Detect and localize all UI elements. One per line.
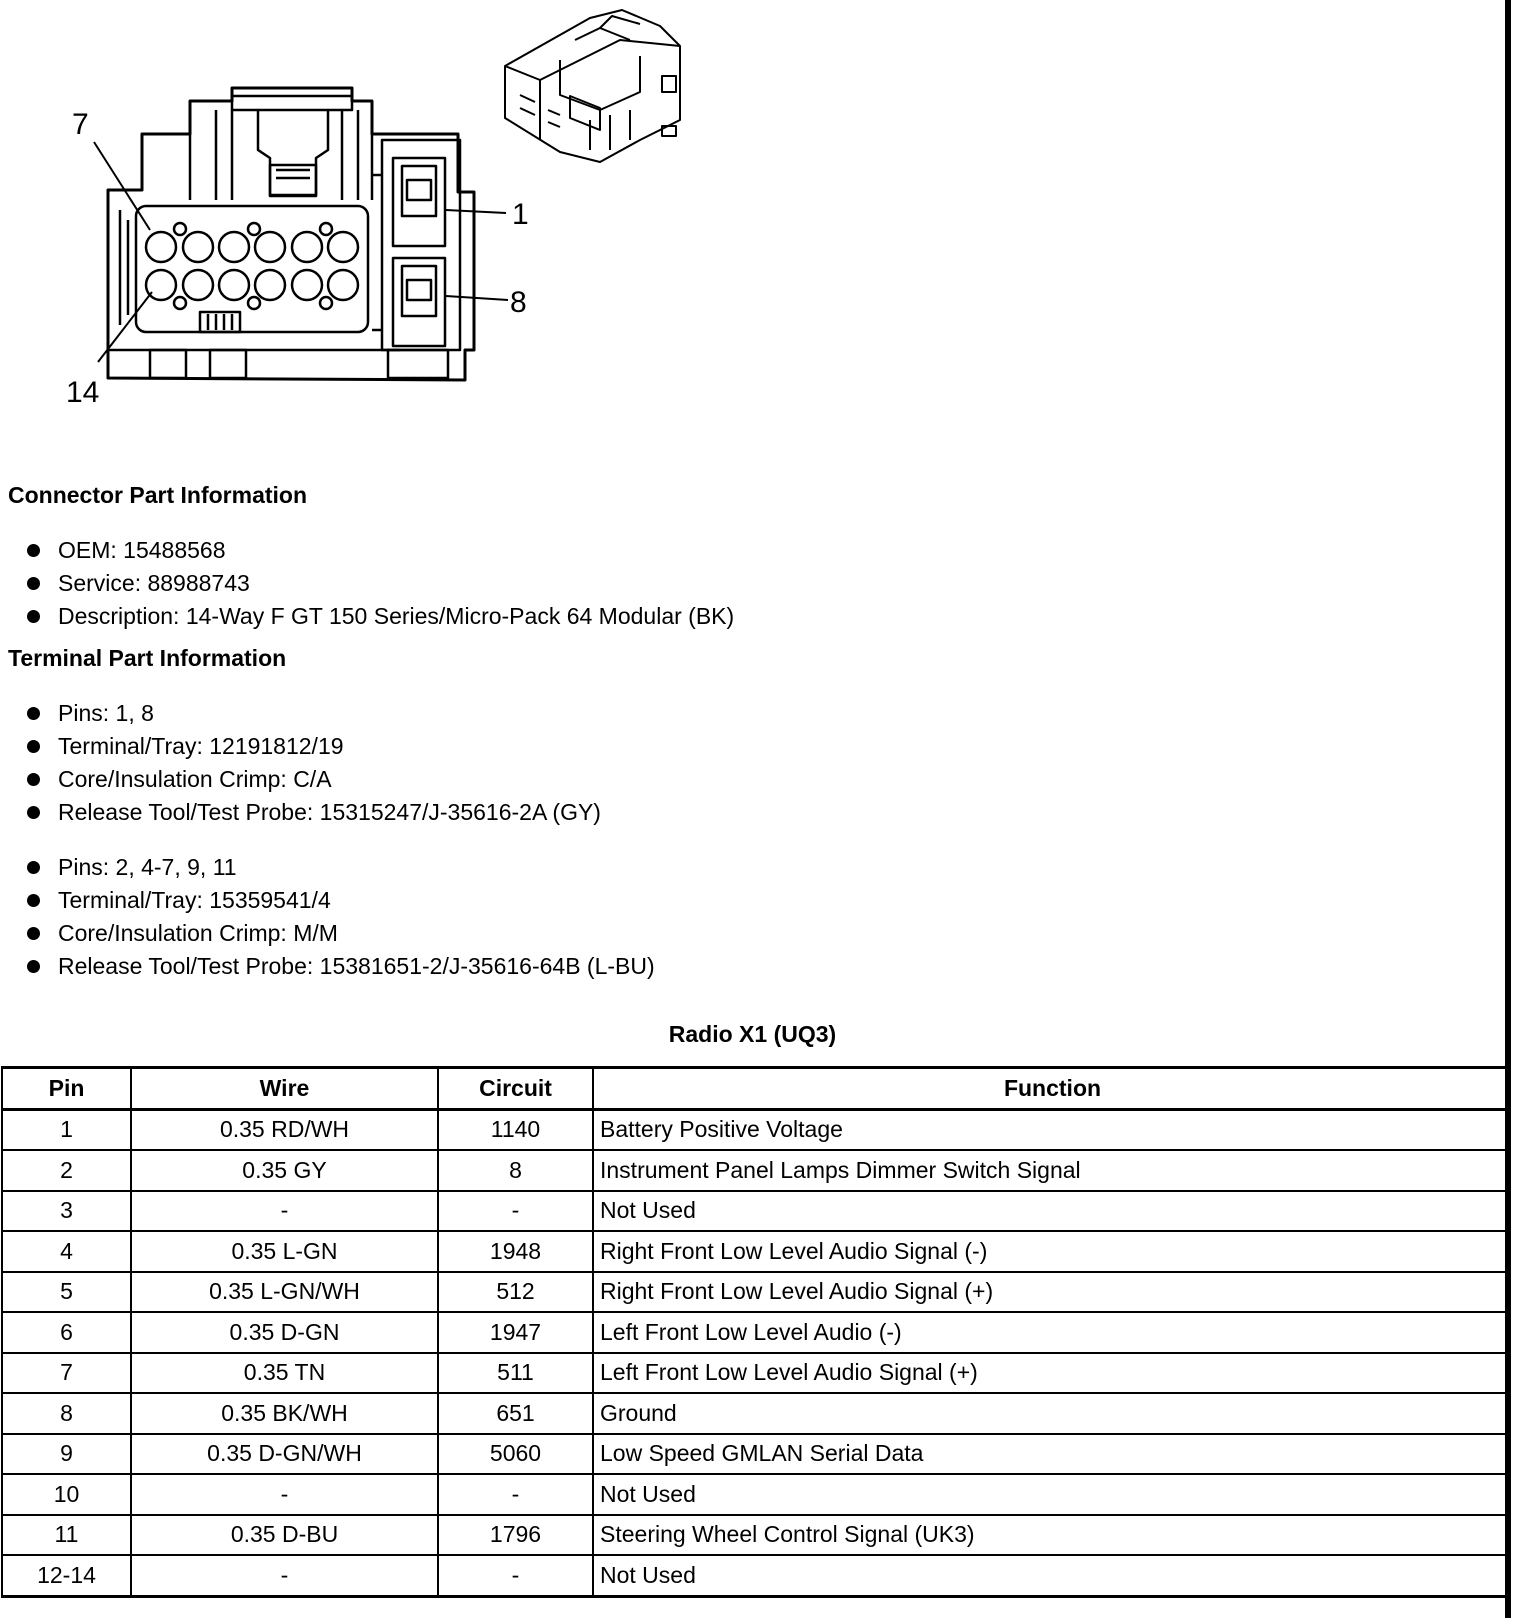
- table-row: [2, 1231, 1506, 1272]
- bullet-icon: [27, 707, 40, 720]
- cell-pin: 2: [2, 1150, 131, 1191]
- list-item: Terminal/Tray: 12191812/19: [22, 730, 601, 763]
- list-item: Pins: 2, 4-7, 9, 11: [22, 851, 655, 884]
- cell-pin: 10: [2, 1474, 131, 1515]
- list-item: OEM: 15488568: [22, 534, 734, 567]
- cell-wire: -: [131, 1191, 438, 1232]
- connector-face-drawing: [0, 0, 720, 420]
- cell-circuit: 1796: [438, 1515, 593, 1556]
- cell-pin: 9: [2, 1434, 131, 1475]
- cell-function: Right Front Low Level Audio Signal (-): [593, 1231, 1506, 1272]
- bullet-icon: [27, 577, 40, 590]
- callout-pin-8: 8: [510, 286, 527, 319]
- cell-function: Battery Positive Voltage: [593, 1109, 1506, 1150]
- table-row: [2, 1393, 1506, 1434]
- cell-function: Not Used: [593, 1474, 1506, 1515]
- cell-pin: 5: [2, 1272, 131, 1313]
- bullet-icon: [27, 544, 40, 557]
- cell-wire: 0.35 D-GN: [131, 1312, 438, 1353]
- cell-function: Low Speed GMLAN Serial Data: [593, 1434, 1506, 1475]
- bullet-icon: [27, 960, 40, 973]
- list-item: Terminal/Tray: 15359541/4: [22, 884, 655, 917]
- connector-info-list: [22, 534, 734, 633]
- cell-wire: 0.35 RD/WH: [131, 1109, 438, 1150]
- table-row: [2, 1555, 1506, 1596]
- cell-pin: 3: [2, 1191, 131, 1232]
- cell-function: Right Front Low Level Audio Signal (+): [593, 1272, 1506, 1313]
- list-item: Core/Insulation Crimp: M/M: [22, 917, 655, 950]
- cell-circuit: 1140: [438, 1109, 593, 1150]
- cell-function: Instrument Panel Lamps Dimmer Switch Signal: [593, 1150, 1506, 1191]
- list-item: Description: 14-Way F GT 150 Series/Micro-Pack 64 Modular (BK): [22, 600, 734, 633]
- cell-circuit: 651: [438, 1393, 593, 1434]
- header-wire: Wire: [131, 1068, 438, 1110]
- list-item: Release Tool/Test Probe: 15381651-2/J-35616-64B (L-BU): [22, 950, 655, 983]
- cell-wire: 0.35 BK/WH: [131, 1393, 438, 1434]
- table-row: [2, 1109, 1506, 1150]
- cell-wire: 0.35 L-GN/WH: [131, 1272, 438, 1313]
- cell-wire: 0.35 GY: [131, 1150, 438, 1191]
- terminal-info-group-1: [22, 697, 601, 829]
- table-title: Radio X1 (UQ3): [668, 1021, 837, 1047]
- cell-function: Left Front Low Level Audio (-): [593, 1312, 1506, 1353]
- cell-function: Ground: [593, 1393, 1506, 1434]
- cell-pin: 7: [2, 1353, 131, 1394]
- header-circuit: Circuit: [438, 1068, 593, 1110]
- cell-circuit: 5060: [438, 1434, 593, 1475]
- cell-circuit: -: [438, 1474, 593, 1515]
- cell-wire: 0.35 D-BU: [131, 1515, 438, 1556]
- bullet-icon: [27, 610, 40, 623]
- header-pin: Pin: [2, 1068, 131, 1110]
- list-item: Release Tool/Test Probe: 15315247/J-35616-2A (GY): [22, 796, 601, 829]
- cell-function: Steering Wheel Control Signal (UK3): [593, 1515, 1506, 1556]
- pin-table: [1, 1066, 1507, 1598]
- cell-circuit: 512: [438, 1272, 593, 1313]
- cell-circuit: -: [438, 1191, 593, 1232]
- cell-circuit: 8: [438, 1150, 593, 1191]
- list-item: Service: 88988743: [22, 567, 734, 600]
- bullet-icon: [27, 861, 40, 874]
- callout-pin-1: 1: [512, 198, 529, 231]
- cell-wire: -: [131, 1555, 438, 1596]
- cell-function: Not Used: [593, 1191, 1506, 1232]
- cell-wire: -: [131, 1474, 438, 1515]
- header-function: Function: [593, 1068, 1506, 1110]
- cell-circuit: -: [438, 1555, 593, 1596]
- list-item: Pins: 1, 8: [22, 697, 601, 730]
- callout-pin-14: 14: [66, 376, 100, 409]
- table-row: [2, 1150, 1506, 1191]
- bullet-icon: [27, 927, 40, 940]
- callout-pin-7: 7: [72, 108, 89, 141]
- table-row: [2, 1434, 1506, 1475]
- table-row: [2, 1353, 1506, 1394]
- cell-function: Not Used: [593, 1555, 1506, 1596]
- cell-function: Left Front Low Level Audio Signal (+): [593, 1353, 1506, 1394]
- cell-circuit: 1948: [438, 1231, 593, 1272]
- cell-circuit: 1947: [438, 1312, 593, 1353]
- cell-wire: 0.35 D-GN/WH: [131, 1434, 438, 1475]
- table-row: [2, 1191, 1506, 1232]
- cell-wire: 0.35 TN: [131, 1353, 438, 1394]
- cell-wire: 0.35 L-GN: [131, 1231, 438, 1272]
- cell-circuit: 511: [438, 1353, 593, 1394]
- cell-pin: 11: [2, 1515, 131, 1556]
- bullet-icon: [27, 894, 40, 907]
- table-row: [2, 1474, 1506, 1515]
- bullet-icon: [27, 740, 40, 753]
- cell-pin: 4: [2, 1231, 131, 1272]
- connector-info-title: Connector Part Information: [8, 482, 308, 508]
- terminal-info-group-2: [22, 851, 655, 983]
- bullet-icon: [27, 773, 40, 786]
- table-row: [2, 1272, 1506, 1313]
- connector-diagram: [0, 0, 720, 420]
- terminal-info-title: Terminal Part Information: [8, 645, 287, 671]
- list-item: Core/Insulation Crimp: C/A: [22, 763, 601, 796]
- connector-iso-view: [505, 10, 680, 162]
- cell-pin: 1: [2, 1109, 131, 1150]
- cell-pin: 8: [2, 1393, 131, 1434]
- cell-pin: 6: [2, 1312, 131, 1353]
- table-row: [2, 1312, 1506, 1353]
- table-header-row: [2, 1068, 1506, 1110]
- bullet-icon: [27, 806, 40, 819]
- cell-pin: 12-14: [2, 1555, 131, 1596]
- table-row: [2, 1515, 1506, 1556]
